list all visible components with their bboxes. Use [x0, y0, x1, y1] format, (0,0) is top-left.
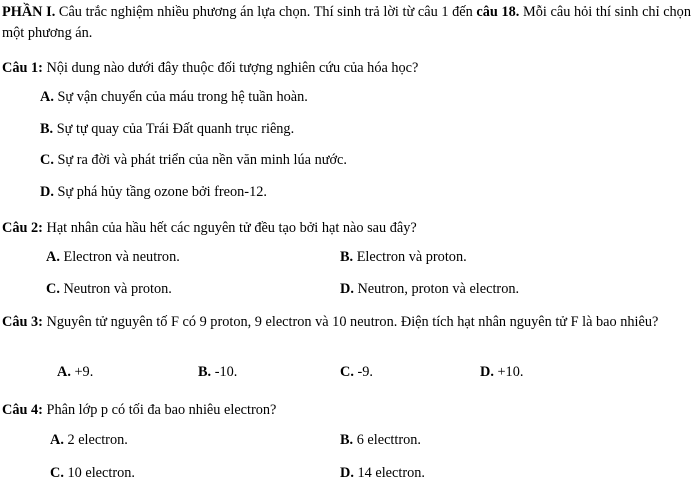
option-text: 2 electron.: [63, 432, 128, 448]
question-1-option-c[interactable]: [40, 153, 347, 167]
option-letter: C.: [50, 465, 64, 481]
instructions-text-after: Mỗi câu hỏi thí sinh chỉ chọn một phương án.: [2, 4, 691, 41]
question-3: [2, 312, 691, 380]
option-text: Electron và proton.: [353, 249, 467, 265]
question-1-option-d[interactable]: [40, 185, 267, 199]
question-2-option-c[interactable]: [46, 282, 172, 296]
option-letter: B.: [340, 249, 354, 265]
option-letter: D.: [480, 364, 494, 380]
question-1: [2, 58, 691, 200]
option-letter: D.: [340, 281, 354, 297]
question-4: [2, 400, 691, 481]
option-text: Electron và neutron.: [59, 249, 180, 265]
question-3-label: Câu 3:: [2, 314, 43, 330]
option-text: Sự ra đời và phát triển của nền văn minh lúa nước.: [53, 152, 347, 168]
option-text: Sự phá hủy tầng ozone bởi freon-12.: [53, 184, 267, 200]
question-2-option-b[interactable]: [340, 250, 467, 264]
question-3-body: Nguyên tử nguyên tố F có 9 proton, 9 electron và 10 neutron. Điện tích hạt nhân nguyên tử F là bao nhiêu?: [42, 314, 659, 330]
option-letter: B.: [340, 432, 354, 448]
option-text: -9.: [353, 364, 373, 380]
part-i-instructions: [2, 2, 691, 43]
question-4-option-a[interactable]: [50, 433, 128, 447]
question-2: [2, 218, 691, 297]
question-2-body: Hạt nhân của hầu hết các nguyên tử đều tạo bởi hạt nào sau đây?: [42, 220, 417, 236]
option-letter: A.: [57, 364, 71, 380]
question-2-option-d[interactable]: [340, 282, 519, 296]
question-4-label: Câu 4:: [2, 402, 43, 418]
option-text: 6 electtron.: [353, 432, 422, 448]
option-text: 10 electron.: [63, 465, 135, 481]
option-letter: A.: [50, 432, 64, 448]
question-1-option-a[interactable]: [40, 90, 308, 104]
question-3-option-c[interactable]: [340, 365, 373, 379]
question-3-option-b[interactable]: [198, 365, 237, 379]
question-4-option-d[interactable]: [340, 466, 425, 480]
question-4-option-c[interactable]: [50, 466, 135, 480]
question-4-option-b[interactable]: [340, 433, 421, 447]
option-text: -10.: [211, 364, 238, 380]
instructions-text-before: Câu trắc nghiệm nhiều phương án lựa chọn. Thí sinh trả lời từ câu 1 đến: [55, 4, 477, 20]
option-letter: C.: [46, 281, 60, 297]
option-letter: D.: [40, 184, 54, 200]
option-text: 14 electron.: [353, 465, 425, 481]
option-text: Neutron, proton và electron.: [353, 281, 520, 297]
question-1-text: [2, 58, 691, 78]
question-1-label: Câu 1:: [2, 60, 43, 76]
option-text: +10.: [493, 364, 524, 380]
option-letter: C.: [40, 152, 54, 168]
question-4-body: Phân lớp p có tối đa bao nhiêu electron?: [42, 402, 277, 418]
question-3-option-d[interactable]: [480, 365, 523, 379]
option-letter: A.: [46, 249, 60, 265]
part-label: PHẦN I.: [2, 4, 56, 20]
question-1-option-b[interactable]: [40, 122, 294, 136]
question-2-text: [2, 218, 691, 238]
option-text: Neutron và proton.: [59, 281, 172, 297]
option-letter: B.: [198, 364, 212, 380]
option-text: Sự tự quay của Trái Đất quanh trục riêng.: [53, 121, 295, 137]
question-2-option-a[interactable]: [46, 250, 180, 264]
question-4-text: [2, 400, 691, 420]
option-letter: B.: [40, 121, 54, 137]
option-letter: C.: [340, 364, 354, 380]
question-2-label: Câu 2:: [2, 220, 43, 236]
option-letter: D.: [340, 465, 354, 481]
option-text: +9.: [70, 364, 94, 380]
instructions-emphasis: câu 18.: [476, 4, 520, 20]
option-text: Sự vận chuyển của máu trong hệ tuần hoàn.: [53, 89, 308, 105]
question-3-option-a[interactable]: [57, 365, 93, 379]
question-1-body: Nội dung nào dưới đây thuộc đối tượng nghiên cứu của hóa học?: [42, 60, 419, 76]
question-3-text: [2, 312, 691, 332]
option-letter: A.: [40, 89, 54, 105]
